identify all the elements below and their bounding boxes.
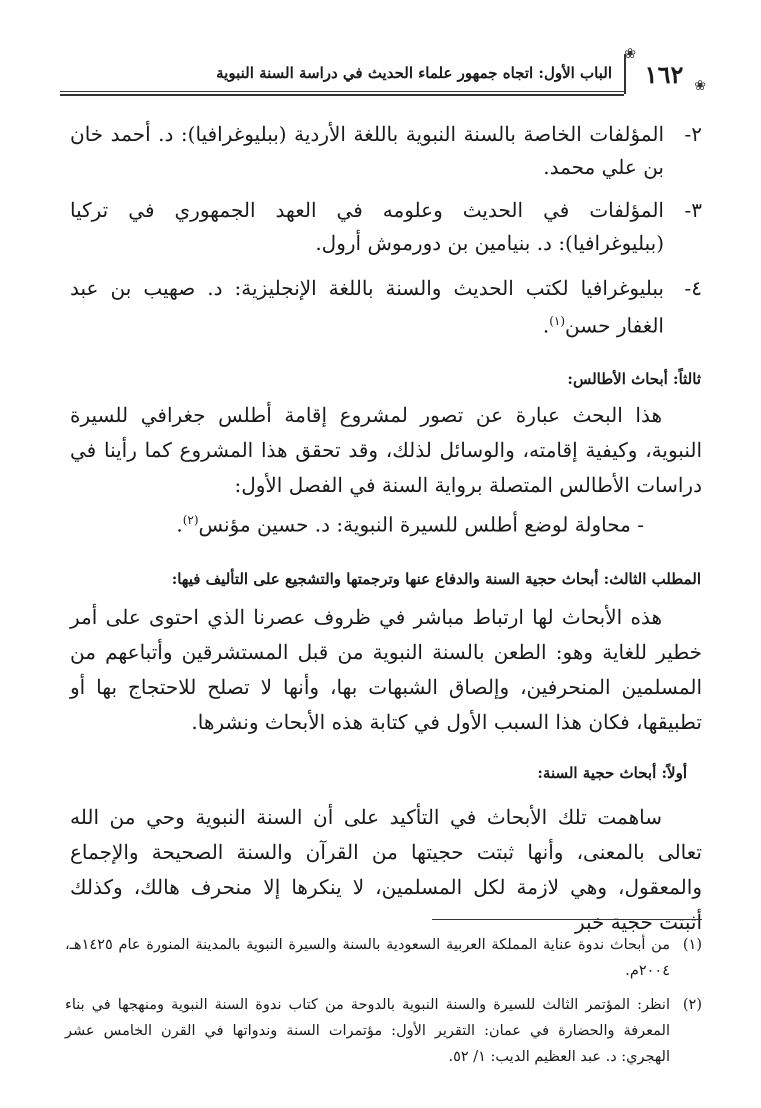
list-item-text-body: ببليوغرافيا لكتب الحديث والسنة باللغة الإنجليزية: د. صهيب بن عبد الغفار حسن	[70, 276, 664, 338]
list-item-text	[70, 272, 664, 343]
page-number-box	[624, 46, 706, 94]
section-heading-atlas: ثالثاً: أبحاث الأطالس:	[567, 370, 701, 388]
header-rule	[60, 94, 624, 96]
footnote	[65, 992, 702, 1070]
footnote-text: من أبحاث ندوة عناية المملكة العربية السعودية بالسنة والسيرة النبوية بالمدينة المنورة عام ١٤٢٥هـ، ٢٠٠٤م.	[65, 937, 670, 979]
list-item-end: .	[542, 313, 550, 338]
running-title: الباب الأول: اتجاه جمهور علماء الحديث في دراسة السنة النبوية	[216, 64, 612, 82]
paragraph: ساهمت تلك الأبحاث في التأكيد على أن السنة النبوية وحي من الله تعالى بالمعنى، وأنها ثبتت حجيتها من القرآن والسنة الصحيحة والإجماع والمعقول، وهي لازمة لكل المسلمين، لا ينكرها إلا منحرف هالك، وكذلك أثبتت حجية خبر	[70, 805, 702, 934]
list-item-number: ٢-	[684, 122, 702, 146]
page-number: ١٦٢	[644, 59, 684, 89]
footnote-number: (٢)	[682, 997, 702, 1013]
third-paragraph	[70, 600, 702, 740]
list-item	[70, 272, 702, 343]
section-heading-third: المطلب الثالث: أبحاث حجية السنة والدفاع عنها وترجمتها والتشجيع على التأليف فيها:	[171, 570, 701, 588]
list-item-number: ٤-	[684, 276, 702, 300]
list-item-text: المؤلفات في الحديث وعلومه في العهد الجمهوري في تركيا (ببليوغرافيا): د. بنيامين بن دورموش أرول.	[70, 198, 664, 255]
paragraph: هذه الأبحاث لها ارتباط مباشر في ظروف عصرنا الذي احتوى على أمر خطير للغاية وهو: الطعن بالسنة النبوية من قبل المستشرقين وأتباعهم من المسلمين المنحرفين، وإلصاق الشبهات بها، وأنها لا تصلح للاحتجاج بها أو تطبيقها، فكان هذا السبب الأول في كتابة هذه الأبحاث ونشرها.	[70, 605, 702, 734]
list-item	[70, 118, 702, 184]
footnote-ref: (١)	[549, 314, 566, 328]
ornament-icon: ❀	[624, 46, 636, 62]
list-item-text: المؤلفات الخاصة بالسنة النبوية باللغة الأردية (ببليوغرافيا): د. أحمد خان بن علي محمد.	[70, 122, 664, 179]
paragraph: هذا البحث عبارة عن تصور لمشروع إقامة أطلس جغرافي للسيرة النبوية، وكيفية إقامته، والوسائل لذلك، وقد تحقق هذا المشروع كما رأينا في دراسات الأطالس المتصلة برواية السنة في الفصل الأول:	[70, 403, 702, 497]
bullet-end: .	[176, 512, 183, 537]
footnote-number: (١)	[682, 937, 702, 953]
footnote-text: انظر: المؤتمر الثالث للسيرة والسنة النبوية بالدوحة من كتاب ندوة السنة النبوية ومنهجها في بناء المعرفة والحضارة في عمان: التقرير الأول: مؤتمرات السنة وندواتها في القرن الخامس عشر الهجري: د. عبد العظيم الديب: ١/ ٥٢.	[65, 997, 670, 1065]
section-heading-first: أولاً: أبحاث حجية السنة:	[537, 764, 687, 782]
footnote	[65, 932, 702, 984]
footnote-rule	[432, 919, 702, 920]
footnote-ref: (٢)	[182, 513, 199, 527]
atlas-paragraph	[70, 398, 702, 543]
page-header	[60, 46, 706, 96]
list-item-number: ٣-	[684, 198, 702, 222]
bullet-line	[70, 503, 644, 543]
list-item	[70, 194, 702, 260]
ornament-icon: ❀	[694, 78, 706, 94]
header-rule-thin	[60, 91, 624, 92]
bullet-text: - محاولة لوضع أطلس للسيرة النبوية: د. حسين مؤنس	[198, 512, 644, 537]
